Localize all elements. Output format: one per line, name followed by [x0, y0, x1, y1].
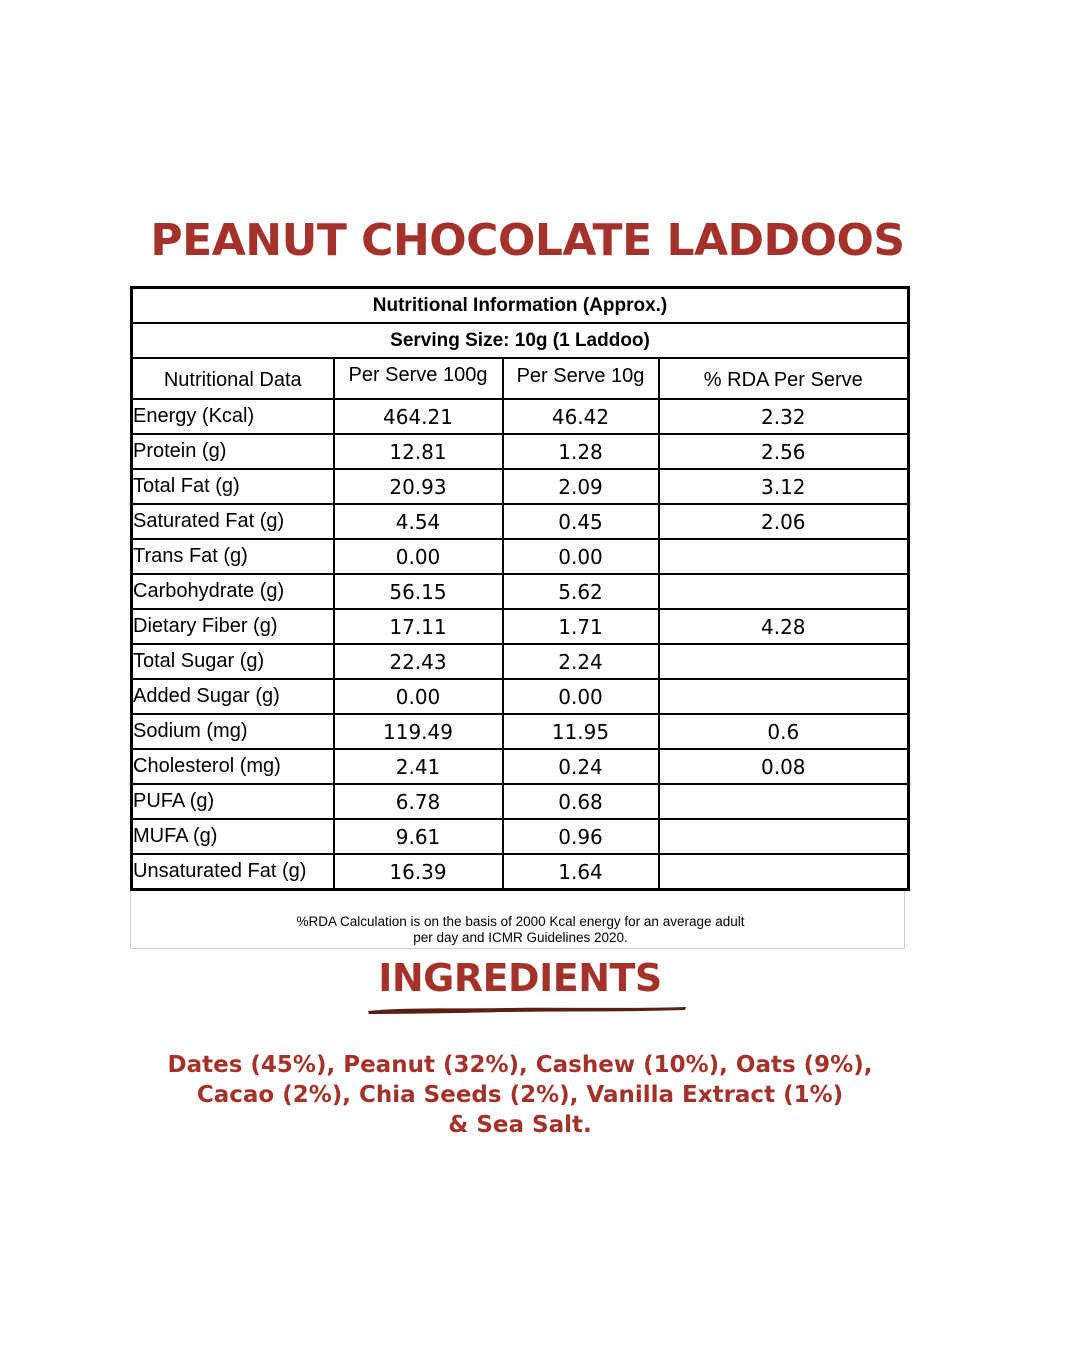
table-row [132, 504, 909, 539]
row-label: Carbohydrate (g) [132, 574, 334, 609]
per-100g-value: 20.93 [334, 469, 503, 504]
per-10g-value: 2.24 [503, 644, 659, 679]
row-label: Dietary Fiber (g) [132, 609, 334, 644]
table-row [132, 679, 909, 714]
footnote-line: %RDA Calculation is on the basis of 2000 Kcal energy for an average adult [296, 914, 745, 929]
table-row [132, 854, 909, 890]
rda-value [659, 539, 909, 574]
per-100g-value: 56.15 [334, 574, 503, 609]
per-10g-value: 2.09 [503, 469, 659, 504]
per-100g-value: 9.61 [334, 819, 503, 854]
table-row [132, 749, 909, 784]
per-10g-value: 1.64 [503, 854, 659, 890]
per-10g-value: 46.42 [503, 399, 659, 434]
row-label: Total Fat (g) [132, 469, 334, 504]
rda-footnote [130, 891, 905, 949]
column-header: Per Serve 100g [334, 358, 503, 399]
table-row [132, 644, 909, 679]
row-label: PUFA (g) [132, 784, 334, 819]
per-100g-value: 464.21 [334, 399, 503, 434]
per-100g-value: 119.49 [334, 714, 503, 749]
table-row [132, 609, 909, 644]
rda-value [659, 784, 909, 819]
rda-value [659, 679, 909, 714]
rda-value: 4.28 [659, 609, 909, 644]
per-100g-value: 6.78 [334, 784, 503, 819]
table-row [132, 819, 909, 854]
row-label: Total Sugar (g) [132, 644, 334, 679]
serving-size: Serving Size: 10g (1 Laddoo) [132, 323, 909, 358]
per-10g-value: 11.95 [503, 714, 659, 749]
rda-value [659, 644, 909, 679]
ingredients-title: INGREDIENTS [378, 956, 662, 1000]
per-10g-value: 0.45 [503, 504, 659, 539]
rda-value: 3.12 [659, 469, 909, 504]
row-label: Trans Fat (g) [132, 539, 334, 574]
row-label: Protein (g) [132, 434, 334, 469]
per-10g-value: 0.96 [503, 819, 659, 854]
rda-value [659, 574, 909, 609]
column-header: Nutritional Data [132, 358, 334, 399]
column-header: Per Serve 10g [503, 358, 659, 399]
table-body [132, 399, 909, 890]
table-heading-row [132, 288, 909, 324]
row-label: Added Sugar (g) [132, 679, 334, 714]
rda-value [659, 854, 909, 890]
per-100g-value: 2.41 [334, 749, 503, 784]
per-100g-value: 17.11 [334, 609, 503, 644]
column-header-row [132, 358, 909, 399]
table-heading: Nutritional Information (Approx.) [132, 288, 909, 324]
per-100g-value: 22.43 [334, 644, 503, 679]
rda-value: 2.06 [659, 504, 909, 539]
per-100g-value: 0.00 [334, 539, 503, 574]
nutrition-table [130, 286, 910, 891]
row-label: Saturated Fat (g) [132, 504, 334, 539]
table-row [132, 574, 909, 609]
per-100g-value: 16.39 [334, 854, 503, 890]
product-title: PEANUT CHOCOLATE LADDOOS [150, 215, 905, 266]
rda-value: 2.56 [659, 434, 909, 469]
per-10g-value: 0.24 [503, 749, 659, 784]
table-row [132, 714, 909, 749]
row-label: Cholesterol (mg) [132, 749, 334, 784]
per-10g-value: 0.00 [503, 539, 659, 574]
per-10g-value: 1.28 [503, 434, 659, 469]
ingredients-line: Cacao (2%), Chia Seeds (2%), Vanilla Extract (1%) [196, 1082, 844, 1108]
per-100g-value: 4.54 [334, 504, 503, 539]
per-100g-value: 12.81 [334, 434, 503, 469]
rda-value: 0.6 [659, 714, 909, 749]
row-label: Unsaturated Fat (g) [132, 854, 334, 890]
table-row [132, 784, 909, 819]
ingredients-list [0, 1050, 1040, 1140]
rda-value: 2.32 [659, 399, 909, 434]
ingredients-line: Dates (45%), Peanut (32%), Cashew (10%), Oats (9%), [167, 1052, 873, 1078]
ingredients-line: & Sea Salt. [448, 1112, 592, 1138]
row-label: MUFA (g) [132, 819, 334, 854]
column-header: % RDA Per Serve [659, 358, 909, 399]
per-10g-value: 1.71 [503, 609, 659, 644]
table-row [132, 434, 909, 469]
table-row [132, 539, 909, 574]
per-10g-value: 5.62 [503, 574, 659, 609]
rda-value [659, 819, 909, 854]
brush-underline [366, 1004, 688, 1016]
rda-value: 0.08 [659, 749, 909, 784]
per-100g-value: 0.00 [334, 679, 503, 714]
footnote-line: per day and ICMR Guidelines 2020. [413, 930, 628, 945]
table-row [132, 399, 909, 434]
row-label: Sodium (mg) [132, 714, 334, 749]
per-10g-value: 0.68 [503, 784, 659, 819]
row-label: Energy (Kcal) [132, 399, 334, 434]
table-row [132, 469, 909, 504]
serving-size-row [132, 323, 909, 358]
nutrition-panel [130, 286, 907, 949]
per-10g-value: 0.00 [503, 679, 659, 714]
